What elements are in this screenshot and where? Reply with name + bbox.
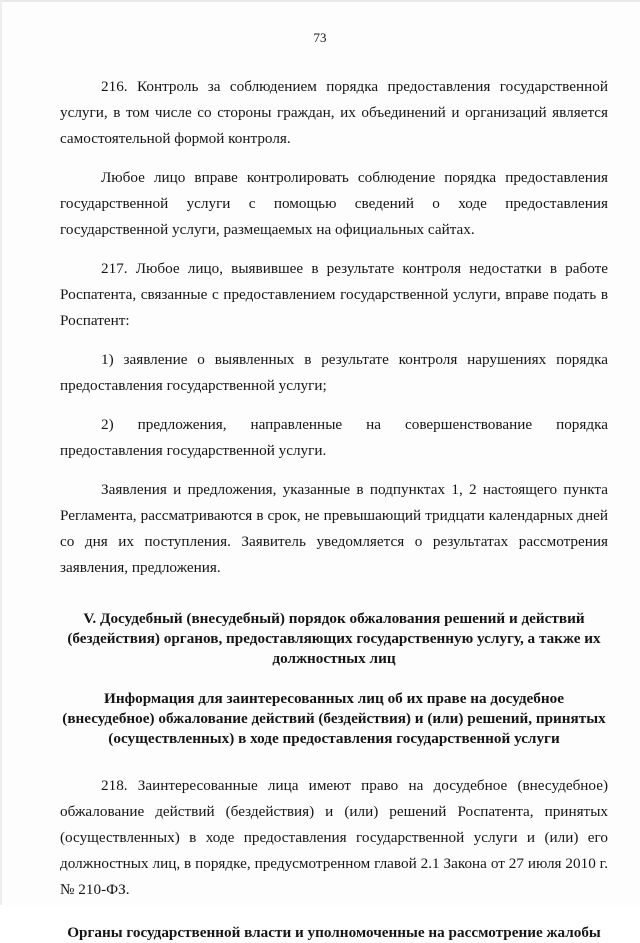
- paragraph-any-person-control: Любое лицо вправе контролировать соблюдение порядка предоставления государственной услуги с помощью сведений о ходе предоставления государственной услуги, размещаемых на официальных сайтах.: [60, 169, 608, 238]
- paragraph-217: 217. Любое лицо, выявившее в результате контроля недостатки в работе Роспатента, связанные с предоставлением государственной услуги, вправе подать в Роспатент:: [60, 260, 608, 329]
- info-heading-line: (осуществленных) в ходе предоставления государственной услуги: [108, 730, 560, 747]
- document-body: [60, 74, 608, 943]
- organs-heading: Органы государственной власти и уполномоченные на рассмотрение жалобы: [67, 924, 601, 941]
- scan-edge-left: [0, 0, 2, 905]
- section-v-heading: [60, 609, 608, 669]
- paragraph-218: 218. Заинтересованные лица имеют право на досудебное (внесудебное) обжалование действий (бездействия) и (или) решений Роспатента, принятых (осуществленных) в ходе предоставления государственной услуги и (или) его должностных лиц, в порядке, предусмотренном главой 2.1 Закона от 27 июля 2010 г. № 210-ФЗ.: [60, 777, 608, 898]
- scan-edge-top: [0, 0, 640, 2]
- info-heading-line: (внесудебное) обжалование действий (бездействия) и (или) решений, принятых: [62, 710, 606, 727]
- section-v-heading-line: V. Досудебный (внесудебный) порядок обжалования решений и действий: [83, 610, 585, 627]
- section-v-heading-line: должностных лиц: [272, 650, 396, 667]
- paragraph-review-deadline: Заявления и предложения, указанные в подпунктах 1, 2 настоящего пункта Регламента, рассматриваются в срок, не превышающий тридцати календарных дней со дня их поступления. Заявитель уведомляется о результатах рассмотрения заявления, предложения.: [60, 481, 608, 576]
- list-item-2-proposals: 2) предложения, направленные на совершенствование порядка предоставления государственной услуги.: [60, 416, 608, 459]
- paragraph-216: 216. Контроль за соблюдением порядка предоставления государственной услуги, в том числе со стороны граждан, их объединений и организаций является самостоятельной формой контроля.: [60, 78, 608, 147]
- info-heading: [60, 689, 608, 749]
- section-v-heading-line: (бездействия) органов, предоставляющих государственную услугу, а также их: [67, 630, 601, 647]
- info-heading-line: Информация для заинтересованных лиц об их праве на досудебное: [104, 690, 564, 707]
- list-item-1-statement: 1) заявление о выявленных в результате контроля нарушениях порядка предоставления государственной услуги;: [60, 351, 608, 394]
- page-number: 73: [313, 30, 327, 45]
